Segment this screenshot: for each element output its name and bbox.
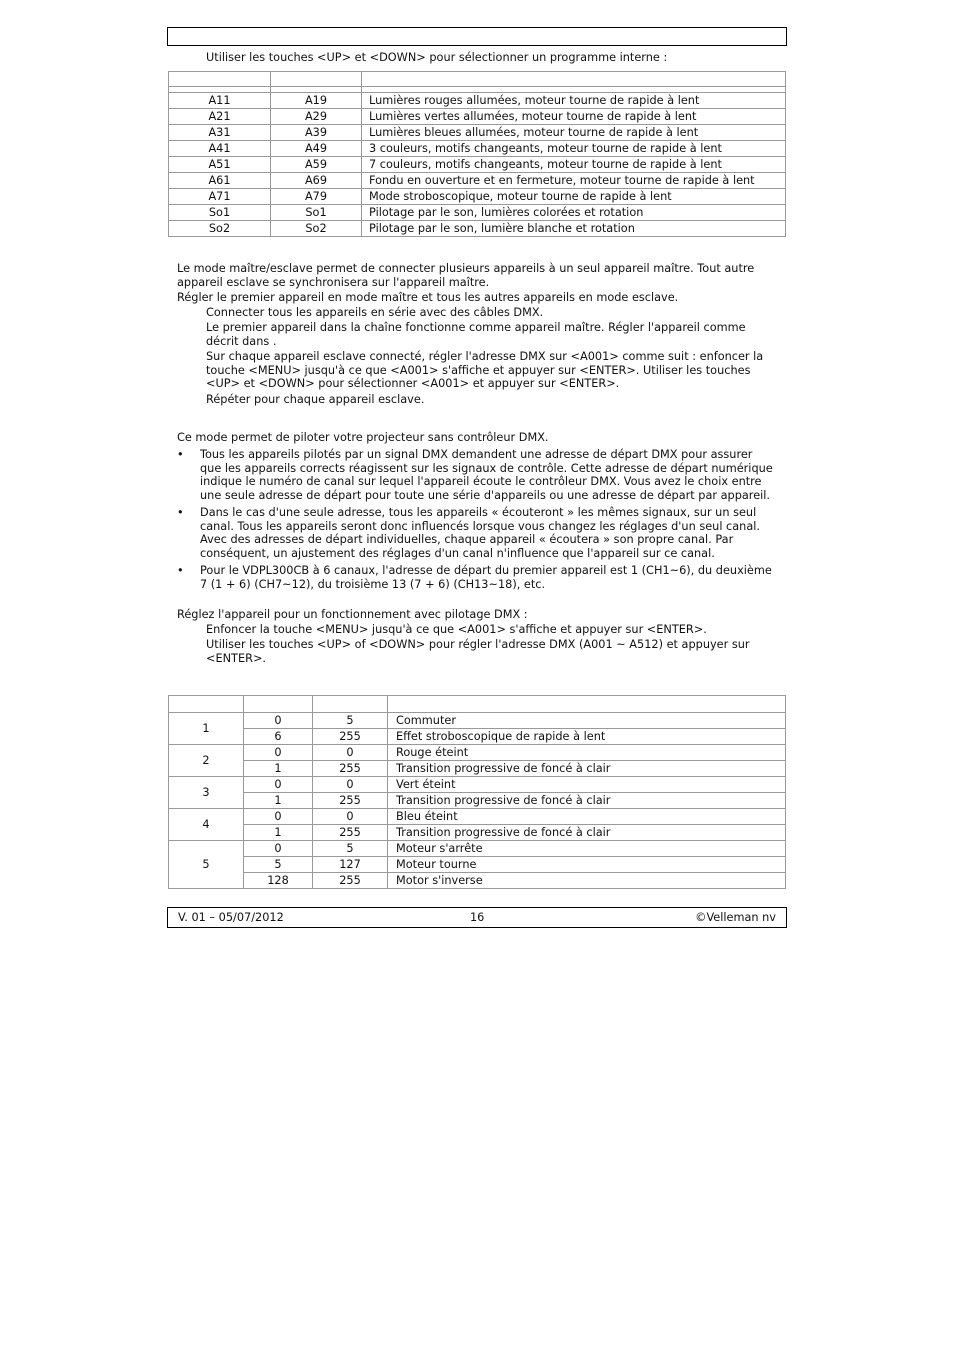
table-cell-to: 255 bbox=[313, 729, 388, 745]
master-paragraph: Le mode maître/esclave permet de connecter plusieurs appareils à un seul appareil maître. Tout autre appareil esclave se synchronisera sur l'appareil maître. bbox=[177, 262, 755, 289]
table-cell-from: A61 bbox=[169, 173, 271, 189]
programs-intro: Utiliser les touches <UP> et <DOWN> pour sélectionner un programme interne : bbox=[206, 51, 668, 64]
table-cell-desc: 7 couleurs, motifs changeants, moteur tourne de rapide à lent bbox=[362, 157, 786, 173]
table-cell-desc: Lumières rouges allumées, moteur tourne de rapide à lent bbox=[362, 93, 786, 109]
bullet-text: Tous les appareils pilotés par un signal DMX demandent une adresse de départ DMX pour assurer que les appareils corrects réagissent sur les signaux de contrôle. Cette adresse de départ numérique indique le numéro de canal sur lequel l'appareil écoute le contrôleur DMX. Vous avez le choix entre une seule adresse de départ pour toute une série d'appareils ou une adresse de départ par appareil. bbox=[200, 448, 773, 502]
table-cell-to: 5 bbox=[313, 841, 388, 857]
table-cell-desc: Vert éteint bbox=[388, 777, 786, 793]
table-cell-channel: 5 bbox=[169, 841, 244, 889]
table-cell-channel: 1 bbox=[169, 713, 244, 745]
table-row bbox=[169, 745, 786, 761]
table-cell-channel: 4 bbox=[169, 809, 244, 841]
table-cell-to: 0 bbox=[313, 809, 388, 825]
footer-brand: ©Velleman nv bbox=[695, 911, 776, 924]
table-cell-from: 1 bbox=[244, 793, 313, 809]
table-cell-from: So1 bbox=[169, 205, 271, 221]
table-row bbox=[169, 173, 786, 189]
table-cell-desc: Pilotage par le son, lumières colorées et rotation bbox=[362, 205, 786, 221]
table-row bbox=[169, 825, 786, 841]
table-cell-to: A39 bbox=[271, 125, 362, 141]
table-row bbox=[169, 729, 786, 745]
dmx-paragraph: Ce mode permet de piloter votre projecteur sans contrôleur DMX. bbox=[177, 431, 549, 444]
dmx-bullet-3 bbox=[177, 564, 777, 591]
master-step-1: Connecter tous les appareils en série avec des câbles DMX. bbox=[206, 306, 544, 319]
table-cell-desc: Pilotage par le son, lumière blanche et rotation bbox=[362, 221, 786, 237]
table-cell-desc: Commuter bbox=[388, 713, 786, 729]
table-row bbox=[169, 793, 786, 809]
table-row bbox=[169, 777, 786, 793]
table-header-row bbox=[169, 72, 786, 87]
table-cell-to: So1 bbox=[271, 205, 362, 221]
dmx-bullet-2 bbox=[177, 506, 777, 560]
table-cell-to: 0 bbox=[313, 777, 388, 793]
table-cell-from: 0 bbox=[244, 713, 313, 729]
page-footer bbox=[167, 907, 787, 928]
table-cell-from: A41 bbox=[169, 141, 271, 157]
table-row bbox=[169, 109, 786, 125]
table-cell-desc: Bleu éteint bbox=[388, 809, 786, 825]
table-cell-to: A49 bbox=[271, 141, 362, 157]
programs-table bbox=[168, 71, 786, 237]
footer-page-number: 16 bbox=[470, 911, 485, 924]
table-cell-from: 0 bbox=[244, 777, 313, 793]
table-cell-desc: Lumières bleues allumées, moteur tourne de rapide à lent bbox=[362, 125, 786, 141]
bullet-text: Dans le cas d'une seule adresse, tous les appareils « écouteront » les mêmes signaux, sur un seul canal. Tous les appareils seront donc influencés lorsque vous changez les réglages d'un seul canal. Avec des adresses de départ individuelles, chaque appareil « écoutera » son propre canal. Par conséquent, un ajustement des réglages d'un canal n'influence que l'appareil sur ce canal. bbox=[200, 506, 760, 560]
table-cell-to: 255 bbox=[313, 761, 388, 777]
table-cell-desc: Transition progressive de foncé à clair bbox=[388, 761, 786, 777]
dmx-bullet-1 bbox=[177, 448, 777, 502]
table-cell-to: 255 bbox=[313, 825, 388, 841]
table-cell-to: 255 bbox=[313, 873, 388, 889]
master-step-2: Le premier appareil dans la chaîne fonctionne comme appareil maître. Régler l'appareil comme décrit dans . bbox=[206, 321, 746, 348]
master-paragraph-2: Régler le premier appareil en mode maître et tous les autres appareils en mode esclave. bbox=[177, 291, 679, 304]
table-cell-to: 5 bbox=[313, 713, 388, 729]
table-row bbox=[169, 157, 786, 173]
master-step-3: Sur chaque appareil esclave connecté, régler l'adresse DMX sur <A001> comme suit : enfoncer la touche <MENU> jusqu'à ce que <A001> s'affiche et appuyer sur <ENTER>. Utiliser les touches <UP> et <DOWN> pour sélectionner <A001> et appuyer sur <ENTER>. bbox=[206, 350, 764, 390]
dmx-setup-paragraph: Réglez l'appareil pour un fonctionnement avec pilotage DMX : bbox=[177, 608, 528, 621]
table-row bbox=[169, 761, 786, 777]
table-cell-from: 128 bbox=[244, 873, 313, 889]
table-cell-desc: Effet stroboscopique de rapide à lent bbox=[388, 729, 786, 745]
table-row bbox=[169, 141, 786, 157]
bullet-icon: • bbox=[177, 564, 184, 577]
table-cell-to: 255 bbox=[313, 793, 388, 809]
table-cell-to: A79 bbox=[271, 189, 362, 205]
table-cell-to: So2 bbox=[271, 221, 362, 237]
dmx-step-2: Utiliser les touches <UP> of <DOWN> pour régler l'adresse DMX (A001 ~ A512) et appuyer sur <ENTER>. bbox=[206, 638, 750, 665]
table-cell-to: 0 bbox=[313, 745, 388, 761]
table-row bbox=[169, 93, 786, 109]
table-cell-from: 0 bbox=[244, 841, 313, 857]
table-cell-to: 127 bbox=[313, 857, 388, 873]
bullet-text: Pour le VDPL300CB à 6 canaux, l'adresse de départ du premier appareil est 1 (CH1~6), du deuxième 7 (1 + 6) (CH7~12), du troisième 13 (7 + 6) (CH13~18), etc. bbox=[200, 564, 772, 591]
table-cell-from: A11 bbox=[169, 93, 271, 109]
table-row bbox=[169, 713, 786, 729]
table-cell-desc: Moteur tourne bbox=[388, 857, 786, 873]
table-row bbox=[169, 809, 786, 825]
table-row bbox=[169, 205, 786, 221]
dmx-step-1: Enfoncer la touche <MENU> jusqu'à ce que <A001> s'affiche et appuyer sur <ENTER>. bbox=[206, 623, 707, 636]
channel-table bbox=[168, 695, 786, 889]
table-row bbox=[169, 125, 786, 141]
table-cell-channel: 3 bbox=[169, 777, 244, 809]
table-row bbox=[169, 221, 786, 237]
table-row bbox=[169, 873, 786, 889]
table-cell-from: 0 bbox=[244, 809, 313, 825]
table-row bbox=[169, 841, 786, 857]
table-cell-desc: Motor s'inverse bbox=[388, 873, 786, 889]
footer-version: V. 01 – 05/07/2012 bbox=[178, 911, 284, 924]
table-row bbox=[169, 857, 786, 873]
table-cell-from: 1 bbox=[244, 761, 313, 777]
header-box bbox=[167, 27, 787, 46]
table-cell-to: A59 bbox=[271, 157, 362, 173]
table-cell-to: A69 bbox=[271, 173, 362, 189]
table-cell-desc: Moteur s'arrête bbox=[388, 841, 786, 857]
table-cell-desc: Rouge éteint bbox=[388, 745, 786, 761]
table-cell-desc: 3 couleurs, motifs changeants, moteur tourne de rapide à lent bbox=[362, 141, 786, 157]
table-cell-desc: Lumières vertes allumées, moteur tourne de rapide à lent bbox=[362, 109, 786, 125]
bullet-icon: • bbox=[177, 506, 184, 519]
table-row bbox=[169, 189, 786, 205]
table-cell-desc: Transition progressive de foncé à clair bbox=[388, 793, 786, 809]
table-cell-from: A21 bbox=[169, 109, 271, 125]
table-cell-from: 6 bbox=[244, 729, 313, 745]
table-cell-from: 5 bbox=[244, 857, 313, 873]
table-cell-from: 1 bbox=[244, 825, 313, 841]
table-cell-from: A31 bbox=[169, 125, 271, 141]
table-cell-desc: Mode stroboscopique, moteur tourne de rapide à lent bbox=[362, 189, 786, 205]
table-cell-to: A29 bbox=[271, 109, 362, 125]
table-cell-from: So2 bbox=[169, 221, 271, 237]
table-cell-channel: 2 bbox=[169, 745, 244, 777]
master-step-4: Répéter pour chaque appareil esclave. bbox=[206, 393, 425, 406]
table-cell-from: A71 bbox=[169, 189, 271, 205]
table-header-row bbox=[169, 696, 786, 713]
bullet-icon: • bbox=[177, 448, 184, 461]
table-cell-desc: Transition progressive de foncé à clair bbox=[388, 825, 786, 841]
table-cell-desc: Fondu en ouverture et en fermeture, moteur tourne de rapide à lent bbox=[362, 173, 786, 189]
table-cell-from: 0 bbox=[244, 745, 313, 761]
table-cell-to: A19 bbox=[271, 93, 362, 109]
table-cell-from: A51 bbox=[169, 157, 271, 173]
